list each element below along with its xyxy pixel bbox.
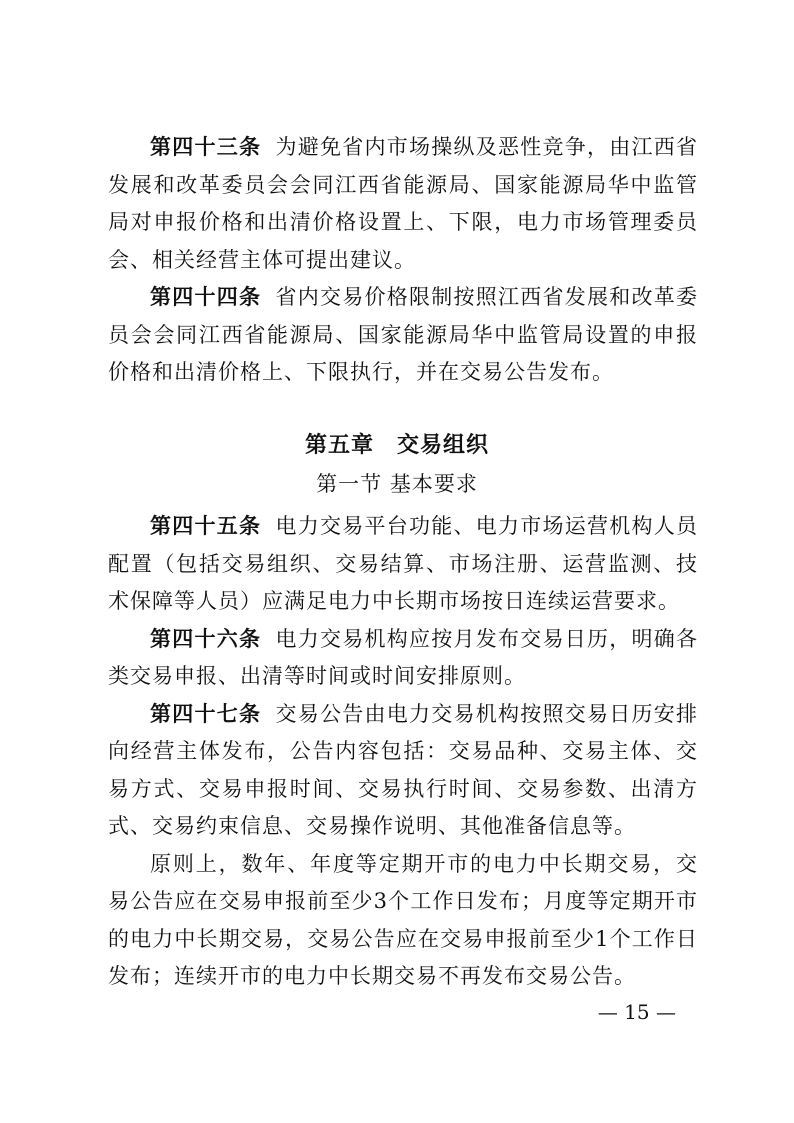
article-block-2 (108, 508, 698, 996)
section-title: 第一节 基本要求 (316, 472, 478, 496)
chapter-title: 第五章 交易组织 (304, 433, 489, 458)
article-paragraph (108, 621, 698, 696)
article-text: 电力交易机构应按月发布交易日历，明确各类交易申报、出清等时间或时间安排原则。 (108, 626, 698, 688)
article-text: 交易公告由电力交易机构按照交易日历安排向经营主体发布，公告内容包括：交易品种、交易主体、交易方式、交易申报时间、交易执行时间、交易参数、出清方式、交易约束信息、交易操作说明、其他准备信息等。 (108, 701, 698, 838)
article-paragraph (108, 508, 698, 621)
article-paragraph (108, 279, 698, 392)
principle-paragraph (108, 846, 698, 996)
article-number: 第四十五条 (150, 514, 262, 538)
article-number: 第四十四条 (150, 285, 262, 309)
article-paragraph (108, 129, 698, 279)
article-number: 第四十七条 (150, 701, 262, 726)
article-text: 为避免省内市场操纵及恶性竞争，由江西省发展和改革委员会会同江西省能源局、国家能源局华中监管局对申报价格和出清价格设置上、下限，电力市场管理委员会、相关经营主体可提出建议。 (108, 135, 698, 272)
paragraph-text: 原则上，数年、年度等定期开市的电力中长期交易，交易公告应在交易申报前至少3个工作日发布；月度等定期开市的电力中长期交易，交易公告应在交易申报前至少1个工作日发布；连续开市的电力中长期交易不再发布交易公告。 (108, 851, 698, 988)
page-number: — 15 — (597, 1000, 676, 1024)
article-paragraph (108, 696, 698, 846)
article-number: 第四十六条 (150, 626, 262, 651)
article-block-1 (108, 129, 698, 392)
article-text: 省内交易价格限制按照江西省发展和改革委员会会同江西省能源局、国家能源局华中监管局设置的申报价格和出清价格上、下限执行，并在交易公告发布。 (108, 285, 698, 384)
article-number: 第四十三条 (150, 135, 262, 159)
article-text: 电力交易平台功能、电力市场运营机构人员配置（包括交易组织、交易结算、市场注册、运营监测、技术保障等人员）应满足电力中长期市场按日连续运营要求。 (108, 514, 698, 613)
